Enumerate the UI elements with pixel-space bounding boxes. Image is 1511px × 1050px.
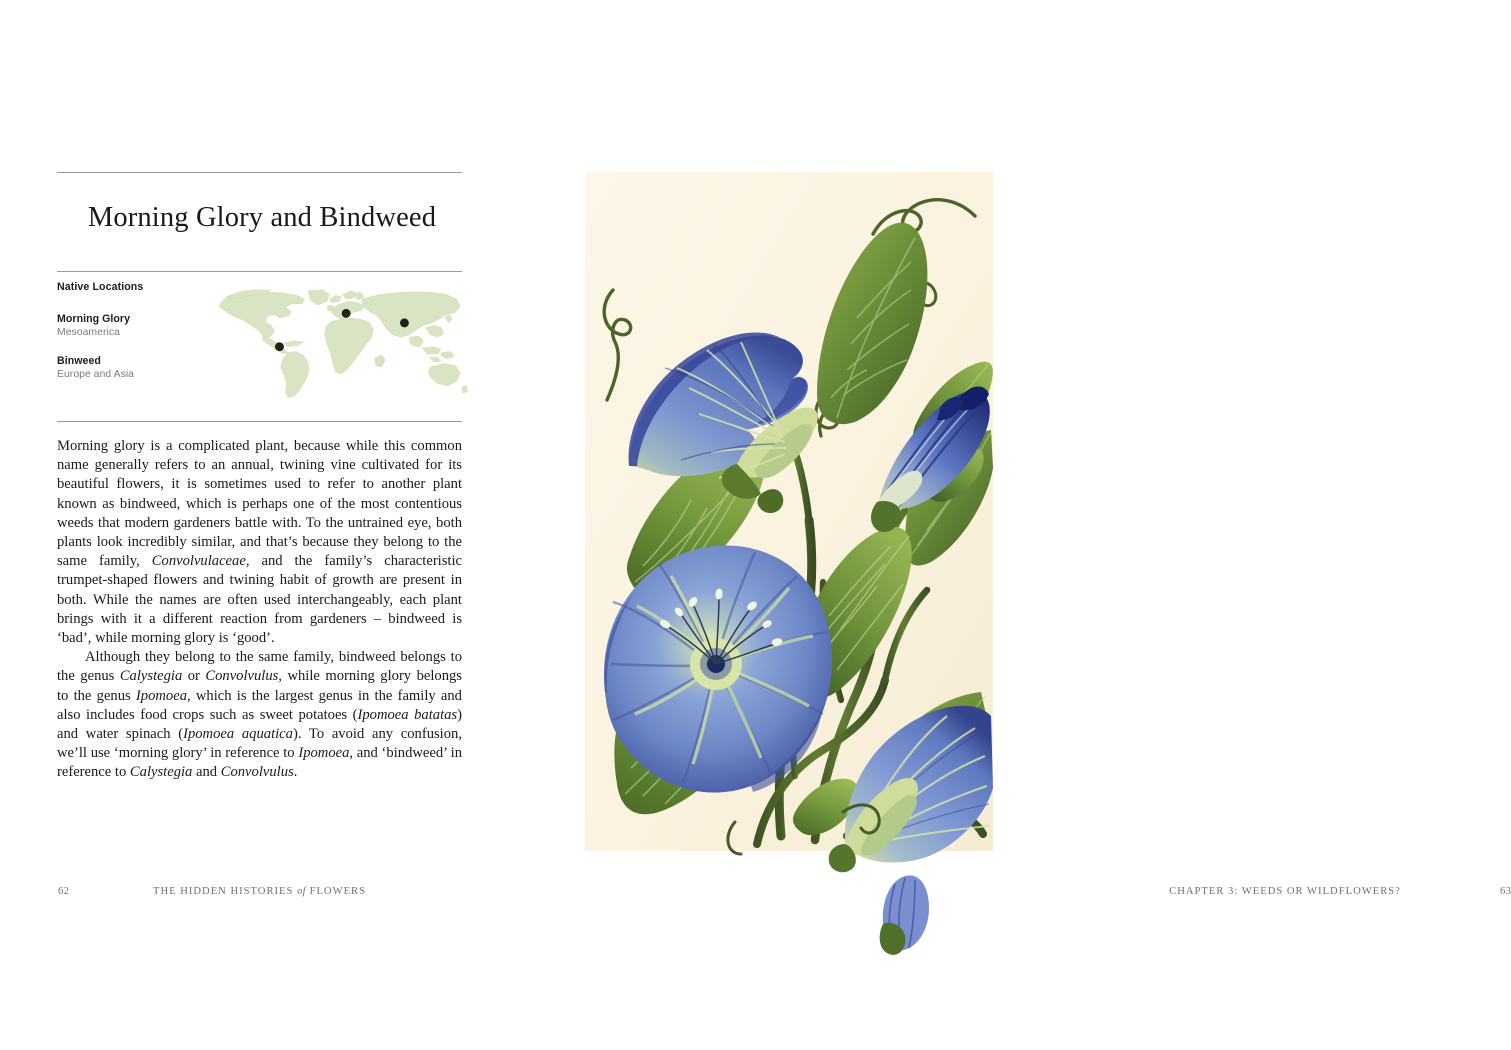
para2-part-h: and [192, 764, 221, 781]
para2-part-f: ). To avoid any confusion, we’ll use ‘morning glory’ in reference to [57, 726, 462, 762]
botanical-illustration-svg [585, 172, 993, 851]
para2-italic-ipomoea-batatas: Ipomoea batatas [357, 706, 458, 723]
running-head-left-part-a: THE HIDDEN HISTORIES [152, 886, 298, 897]
para1-italic-convolvulaceae: Convolvulaceae [151, 553, 246, 570]
para2-italic-ipomoea-aquatica: Ipomoea aquatica [183, 726, 293, 743]
para2-part-g: , and ‘bindweed’ in reference to [57, 745, 463, 781]
native-locations-heading: Native Locations [57, 281, 144, 293]
para2-part-e: ) and water spinach ( [57, 706, 462, 743]
page-title: Morning Glory and Bindweed [87, 202, 437, 233]
map-landmasses [219, 290, 468, 398]
marker-central-asia [400, 318, 409, 327]
info-entry-label: Morning Glory [57, 312, 131, 325]
right-page [525, 0, 1511, 1050]
para2-part-i: . [293, 764, 298, 781]
world-map-svg [208, 286, 464, 408]
page-number-right: 63 [1500, 886, 1511, 897]
para2-part-a: Although they belong to the same family, bindweed belongs to the genus [57, 649, 462, 685]
para2-italic-calystegia-2: Calystegia [129, 764, 193, 781]
left-page [0, 0, 525, 1050]
divider-bottom [57, 421, 462, 422]
para2-italic-convolvulus: Convolvulus [205, 668, 279, 685]
divider-top [57, 172, 462, 173]
native-locations-block [57, 281, 207, 382]
running-head-right: CHAPTER 3: WEEDS OR WILDFLOWERS? [1169, 886, 1401, 897]
running-head-left-part-b: FLOWERS [305, 886, 367, 897]
info-entry-label: Binweed [57, 355, 101, 368]
marker-mesoamerica [275, 342, 284, 351]
body-copy [57, 437, 462, 783]
paragraph-1 [57, 437, 462, 648]
paragraph-2 [57, 648, 462, 782]
para2-part-b: or [182, 668, 206, 685]
info-entry-morning-glory [57, 312, 207, 340]
running-head-left [57, 883, 462, 901]
world-map [208, 286, 464, 408]
para1-part-b: , and the family’s characteristic trumpet-shaped flowers and twining habit of growth are present in both. While the names are often used interchangeably, each plant brings with it a different reaction from gardeners – bindweed is ‘bad’, while morning glory is ‘good’. [57, 553, 462, 647]
para2-italic-calystegia: Calystegia [119, 668, 183, 685]
morning-glory-botanical-plate [585, 172, 993, 851]
info-entry-value: Europe and Asia [57, 369, 135, 381]
info-entry-value: Mesoamerica [57, 327, 120, 338]
para2-part-c: , while morning glory belongs to the genus [57, 668, 462, 704]
running-head-left-italic: of [297, 886, 306, 897]
info-entry-bindweed [57, 354, 207, 382]
para2-italic-convolvulus-2: Convolvulus [220, 764, 294, 781]
para2-italic-ipomoea: Ipomoea [135, 687, 187, 704]
para2-italic-ipomoea-2: Ipomoea [298, 745, 350, 762]
page-number-left: 62 [58, 886, 70, 897]
para2-part-d: , which is the largest genus in the family and also includes food crops such as sweet potatoes ( [57, 687, 462, 723]
divider-middle [57, 271, 462, 272]
marker-europe [342, 309, 351, 318]
para1-part-a: Morning glory is a complicated plant, because while this common name generally refers to an annual, twining vine cultivated for its beautiful flowers, it is sometimes used to refer to another plant known as bindweed, which is perhaps one of the most contentious weeds that modern gardeners battle with. To the untrained eye, both plants look incredibly similar, and that’s because they belong to the same family, [57, 438, 462, 570]
flower-bud-bottom [880, 875, 929, 955]
